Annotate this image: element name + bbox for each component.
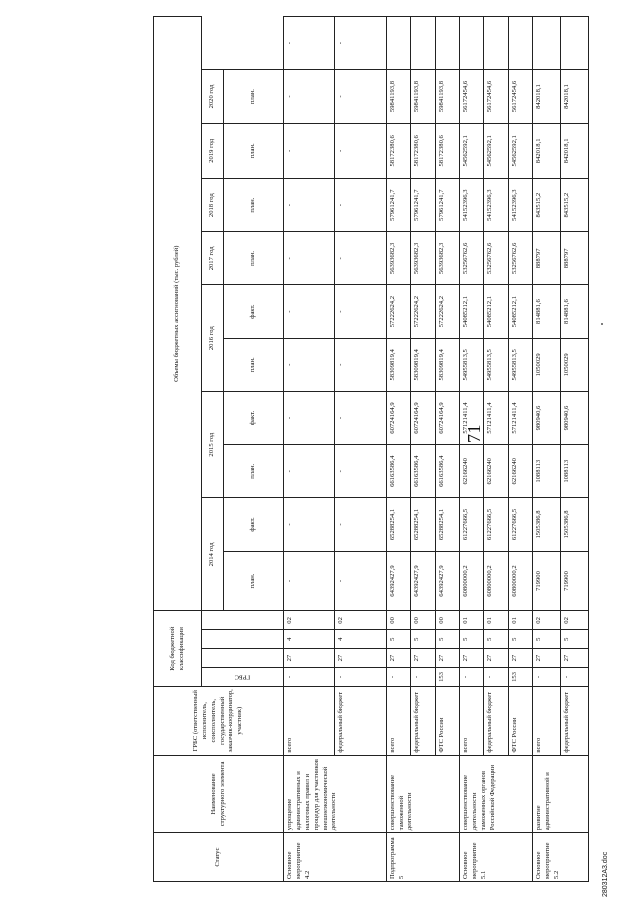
cell-amount: 61227666,5 xyxy=(459,498,483,551)
cell-amount: 60724164,9 xyxy=(435,391,459,444)
cell-bk-code: 27 xyxy=(435,649,459,668)
cell-bk-code: 02 xyxy=(561,611,589,630)
cell-amount: 54562592,1 xyxy=(508,123,532,178)
scan-dot xyxy=(601,323,603,325)
table-row xyxy=(284,17,335,882)
document-code: 280312A3.doc xyxy=(602,851,609,897)
table-row xyxy=(561,17,589,882)
cell-amount: - xyxy=(284,232,335,285)
cell-status: Основное мероприятие 4.2 xyxy=(284,833,387,882)
cell-amount: 57222624,2 xyxy=(435,285,459,338)
cell-amount: - xyxy=(284,17,335,70)
cell-amount: - xyxy=(284,391,335,444)
cell-amount: 54955813,5 xyxy=(459,338,483,391)
header-plan: план. xyxy=(224,338,284,391)
table-body xyxy=(284,17,589,882)
cell-amount: 60724164,9 xyxy=(386,391,410,444)
cell-amount: 60724164,9 xyxy=(411,391,435,444)
header-plan: план. xyxy=(224,179,284,232)
cell-bk-code: 01 xyxy=(459,611,483,630)
cell-amount: 980940,6 xyxy=(533,391,561,444)
header-bk-om xyxy=(202,611,284,630)
cell-element-name: совершенствование деятельности таможенных органов Российской Федерации xyxy=(459,755,532,833)
cell-amount: 1505386,8 xyxy=(561,498,589,551)
cell-amount: - xyxy=(335,232,386,285)
cell-grbs: ФТС России xyxy=(508,686,532,755)
cell-bk-code: 5 xyxy=(508,630,532,649)
header-plan: план. xyxy=(224,123,284,178)
cell-amount: 54152396,3 xyxy=(459,179,483,232)
header-volume: Объемы бюджетных ассигнований (тыс. рублей) xyxy=(154,17,202,611)
cell-amount: 53256762,6 xyxy=(459,232,483,285)
cell-bk-code: 27 xyxy=(459,649,483,668)
cell-bk-code: 4 xyxy=(335,630,386,649)
cell-status: Основное мероприятие 5.1 xyxy=(459,833,532,882)
cell-amount: 66163586,4 xyxy=(435,445,459,498)
cell-amount: 62166240 xyxy=(459,445,483,498)
cell-amount: 54955813,5 xyxy=(484,338,508,391)
cell-amount: - xyxy=(335,391,386,444)
cell-amount: 53256762,6 xyxy=(508,232,532,285)
cell-amount: 65288254,1 xyxy=(435,498,459,551)
cell-grbs: ФТС России xyxy=(435,686,459,755)
cell-bk-code: - xyxy=(335,668,386,687)
cell-amount: 64392427,9 xyxy=(411,551,435,611)
header-year-2016: 2016 год xyxy=(202,285,224,391)
cell-amount: - xyxy=(335,179,386,232)
cell-amount: 57222624,2 xyxy=(386,285,410,338)
cell-amount: 54152396,3 xyxy=(508,179,532,232)
cell-amount: - xyxy=(284,179,335,232)
page-number: 71 xyxy=(464,424,484,443)
cell-bk-code: 27 xyxy=(533,649,561,668)
cell-grbs: федеральный бюджет xyxy=(411,686,435,755)
cell-amount: 842018,1 xyxy=(561,70,589,123)
cell-amount: - xyxy=(284,123,335,178)
header-status: Статус xyxy=(154,833,284,882)
cell-bk-code: - xyxy=(459,668,483,687)
cell-amount: - xyxy=(335,498,386,551)
cell-amount: 54085212,1 xyxy=(484,285,508,338)
cell-bk-code: 27 xyxy=(508,649,532,668)
cell-bk-code: 5 xyxy=(386,630,410,649)
cell-amount: 59841193,8 xyxy=(435,70,459,123)
cell-amount: - xyxy=(335,338,386,391)
cell-bk-code: 01 xyxy=(484,611,508,630)
cell-amount: 1505386,8 xyxy=(533,498,561,551)
cell-amount: - xyxy=(335,123,386,178)
cell-amount: 57961241,7 xyxy=(435,179,459,232)
table-row xyxy=(435,17,459,882)
budget-table xyxy=(153,16,589,882)
cell-grbs: всего xyxy=(284,686,335,755)
cell-amount: 843515,2 xyxy=(533,179,561,232)
cell-amount: 56393682,3 xyxy=(411,232,435,285)
cell-amount: 58309819,4 xyxy=(411,338,435,391)
cell-amount: 53256762,6 xyxy=(484,232,508,285)
cell-amount: - xyxy=(284,498,335,551)
cell-amount xyxy=(386,17,410,70)
cell-amount: 814881,6 xyxy=(561,285,589,338)
cell-bk-code: 02 xyxy=(335,611,386,630)
cell-amount: - xyxy=(284,338,335,391)
cell-amount xyxy=(435,17,459,70)
cell-bk-code: 00 xyxy=(435,611,459,630)
cell-status: Подпрограмма 5 xyxy=(386,833,459,882)
cell-amount: 1050029 xyxy=(533,338,561,391)
cell-amount: 57121411,4 xyxy=(484,391,508,444)
cell-amount: 56393682,3 xyxy=(386,232,410,285)
cell-amount: 58172380,6 xyxy=(435,123,459,178)
table-row xyxy=(508,17,532,882)
cell-status: Основное мероприятие 5.2 xyxy=(533,833,589,882)
cell-amount: 814881,6 xyxy=(533,285,561,338)
cell-amount xyxy=(508,17,532,70)
header-year-2017: 2017 год xyxy=(202,232,224,285)
cell-bk-code: - xyxy=(386,668,410,687)
cell-bk-code: - xyxy=(284,668,335,687)
cell-amount: 66163586,4 xyxy=(386,445,410,498)
cell-amount: 54152396,3 xyxy=(484,179,508,232)
cell-amount: 61227666,5 xyxy=(484,498,508,551)
header-plan: план. xyxy=(224,70,284,123)
header-bk-pgp xyxy=(202,630,284,649)
cell-bk-code: 27 xyxy=(561,649,589,668)
cell-bk-code: 27 xyxy=(411,649,435,668)
cell-amount: 64392427,9 xyxy=(435,551,459,611)
cell-amount: - xyxy=(335,551,386,611)
cell-amount: 62166240 xyxy=(508,445,532,498)
cell-bk-code: 5 xyxy=(533,630,561,649)
cell-amount: 66163586,4 xyxy=(411,445,435,498)
cell-bk-code: 27 xyxy=(484,649,508,668)
cell-bk-code: 01 xyxy=(508,611,532,630)
cell-bk-code: 4 xyxy=(284,630,335,649)
cell-amount: 1050029 xyxy=(561,338,589,391)
cell-amount: 57961241,7 xyxy=(411,179,435,232)
cell-amount: 719900 xyxy=(533,551,561,611)
header-year-2015: 2015 год xyxy=(202,391,224,497)
table-row xyxy=(386,17,410,882)
cell-amount xyxy=(411,17,435,70)
cell-amount: 58309819,4 xyxy=(386,338,410,391)
cell-bk-code: 02 xyxy=(533,611,561,630)
cell-grbs: федеральный бюджет xyxy=(335,686,386,755)
cell-amount: - xyxy=(284,551,335,611)
cell-grbs: всего xyxy=(386,686,410,755)
cell-amount: - xyxy=(335,285,386,338)
header-fact: факт. xyxy=(224,285,284,338)
table-row xyxy=(335,17,386,882)
cell-amount: 62166240 xyxy=(484,445,508,498)
cell-amount: 58172380,6 xyxy=(386,123,410,178)
header-year-2014: 2014 год xyxy=(202,498,224,611)
header-grbs: ГРБС (ответственный исполнитель, соисполнитель, государственный заказчик-координатор, участник) xyxy=(154,686,284,755)
cell-amount: 57961241,7 xyxy=(386,179,410,232)
cell-amount xyxy=(484,17,508,70)
cell-amount: - xyxy=(335,17,386,70)
header-bk-grbs xyxy=(202,668,284,687)
cell-amount: 888797 xyxy=(561,232,589,285)
header-name: Наименование структурного элемента xyxy=(154,755,284,833)
cell-bk-code: 00 xyxy=(411,611,435,630)
cell-amount: - xyxy=(335,445,386,498)
header-year-2018: 2018 год xyxy=(202,179,224,232)
cell-amount: 65288254,1 xyxy=(386,498,410,551)
cell-amount: - xyxy=(284,70,335,123)
header-plan: план. xyxy=(224,232,284,285)
cell-amount: 59841193,8 xyxy=(411,70,435,123)
cell-amount xyxy=(533,17,561,70)
cell-bk-code: 00 xyxy=(386,611,410,630)
cell-amount: 60800000,2 xyxy=(459,551,483,611)
header-bk: Код бюджетной классификации xyxy=(154,611,202,686)
cell-amount: 60800000,2 xyxy=(484,551,508,611)
cell-amount: 1088113 xyxy=(533,445,561,498)
cell-amount: 54085212,1 xyxy=(508,285,532,338)
cell-grbs: всего xyxy=(533,686,561,755)
cell-grbs: всего xyxy=(459,686,483,755)
table-row xyxy=(459,17,483,882)
table-header xyxy=(154,17,284,882)
header-year-2020: 2020 год xyxy=(202,70,224,123)
header-bk-gp xyxy=(202,649,284,668)
cell-amount: 59841193,8 xyxy=(386,70,410,123)
cell-bk-code: - xyxy=(533,668,561,687)
cell-grbs: федеральный бюджет xyxy=(561,686,589,755)
cell-bk-code: 27 xyxy=(386,649,410,668)
header-bk-grbs-label: ГРБС xyxy=(234,673,251,681)
cell-amount: 1088113 xyxy=(561,445,589,498)
cell-bk-code: 02 xyxy=(284,611,335,630)
cell-amount: 54562592,1 xyxy=(484,123,508,178)
header-plan: план. xyxy=(224,551,284,611)
cell-bk-code: - xyxy=(411,668,435,687)
cell-bk-code: 27 xyxy=(335,649,386,668)
cell-amount: - xyxy=(284,285,335,338)
cell-amount: 842018,1 xyxy=(533,123,561,178)
cell-amount xyxy=(459,17,483,70)
table-row xyxy=(484,17,508,882)
cell-amount: 56172454,6 xyxy=(508,70,532,123)
cell-bk-code: 27 xyxy=(284,649,335,668)
cell-amount xyxy=(561,17,589,70)
cell-amount: 57121411,4 xyxy=(508,391,532,444)
cell-amount: 57121411,4 xyxy=(459,391,483,444)
cell-amount: 65288254,1 xyxy=(411,498,435,551)
header-fact: факт. xyxy=(224,498,284,551)
table-row xyxy=(411,17,435,882)
cell-amount: - xyxy=(284,445,335,498)
cell-amount: 56172454,6 xyxy=(484,70,508,123)
cell-amount: 843515,2 xyxy=(561,179,589,232)
cell-amount: 56172454,6 xyxy=(459,70,483,123)
table-row xyxy=(533,17,561,882)
cell-amount: 842018,1 xyxy=(533,70,561,123)
cell-bk-code: - xyxy=(484,668,508,687)
header-fact: факт. xyxy=(224,391,284,444)
cell-amount: 60800000,2 xyxy=(508,551,532,611)
cell-bk-code: 5 xyxy=(561,630,589,649)
cell-bk-code: 5 xyxy=(411,630,435,649)
cell-bk-code: 153 xyxy=(435,668,459,687)
cell-bk-code: 5 xyxy=(484,630,508,649)
header-year-2019: 2019 год xyxy=(202,123,224,178)
cell-amount: 58172380,6 xyxy=(411,123,435,178)
cell-bk-code: 5 xyxy=(435,630,459,649)
cell-amount: 54085212,1 xyxy=(459,285,483,338)
cell-amount: 980940,6 xyxy=(561,391,589,444)
cell-bk-code: 5 xyxy=(459,630,483,649)
cell-bk-code: 153 xyxy=(508,668,532,687)
cell-amount: 61227666,5 xyxy=(508,498,532,551)
cell-amount: 58309819,4 xyxy=(435,338,459,391)
cell-element-name: развитие административной и xyxy=(533,755,589,833)
cell-bk-code: - xyxy=(561,668,589,687)
cell-amount: 842018,1 xyxy=(561,123,589,178)
cell-amount: 56393682,3 xyxy=(435,232,459,285)
cell-amount: 57222624,2 xyxy=(411,285,435,338)
cell-element-name: упрощение административных и налоговых правил и процедур для участников внешнеэкономической деятельности xyxy=(284,755,387,833)
cell-amount: 54955813,5 xyxy=(508,338,532,391)
cell-amount: - xyxy=(335,70,386,123)
cell-amount: 888797 xyxy=(533,232,561,285)
cell-grbs: федеральный бюджет xyxy=(484,686,508,755)
cell-amount: 64392427,9 xyxy=(386,551,410,611)
header-plan: план. xyxy=(224,445,284,498)
cell-element-name: совершенствование таможенной деятельности xyxy=(386,755,459,833)
cell-amount: 54562592,1 xyxy=(459,123,483,178)
cell-amount: 719900 xyxy=(561,551,589,611)
